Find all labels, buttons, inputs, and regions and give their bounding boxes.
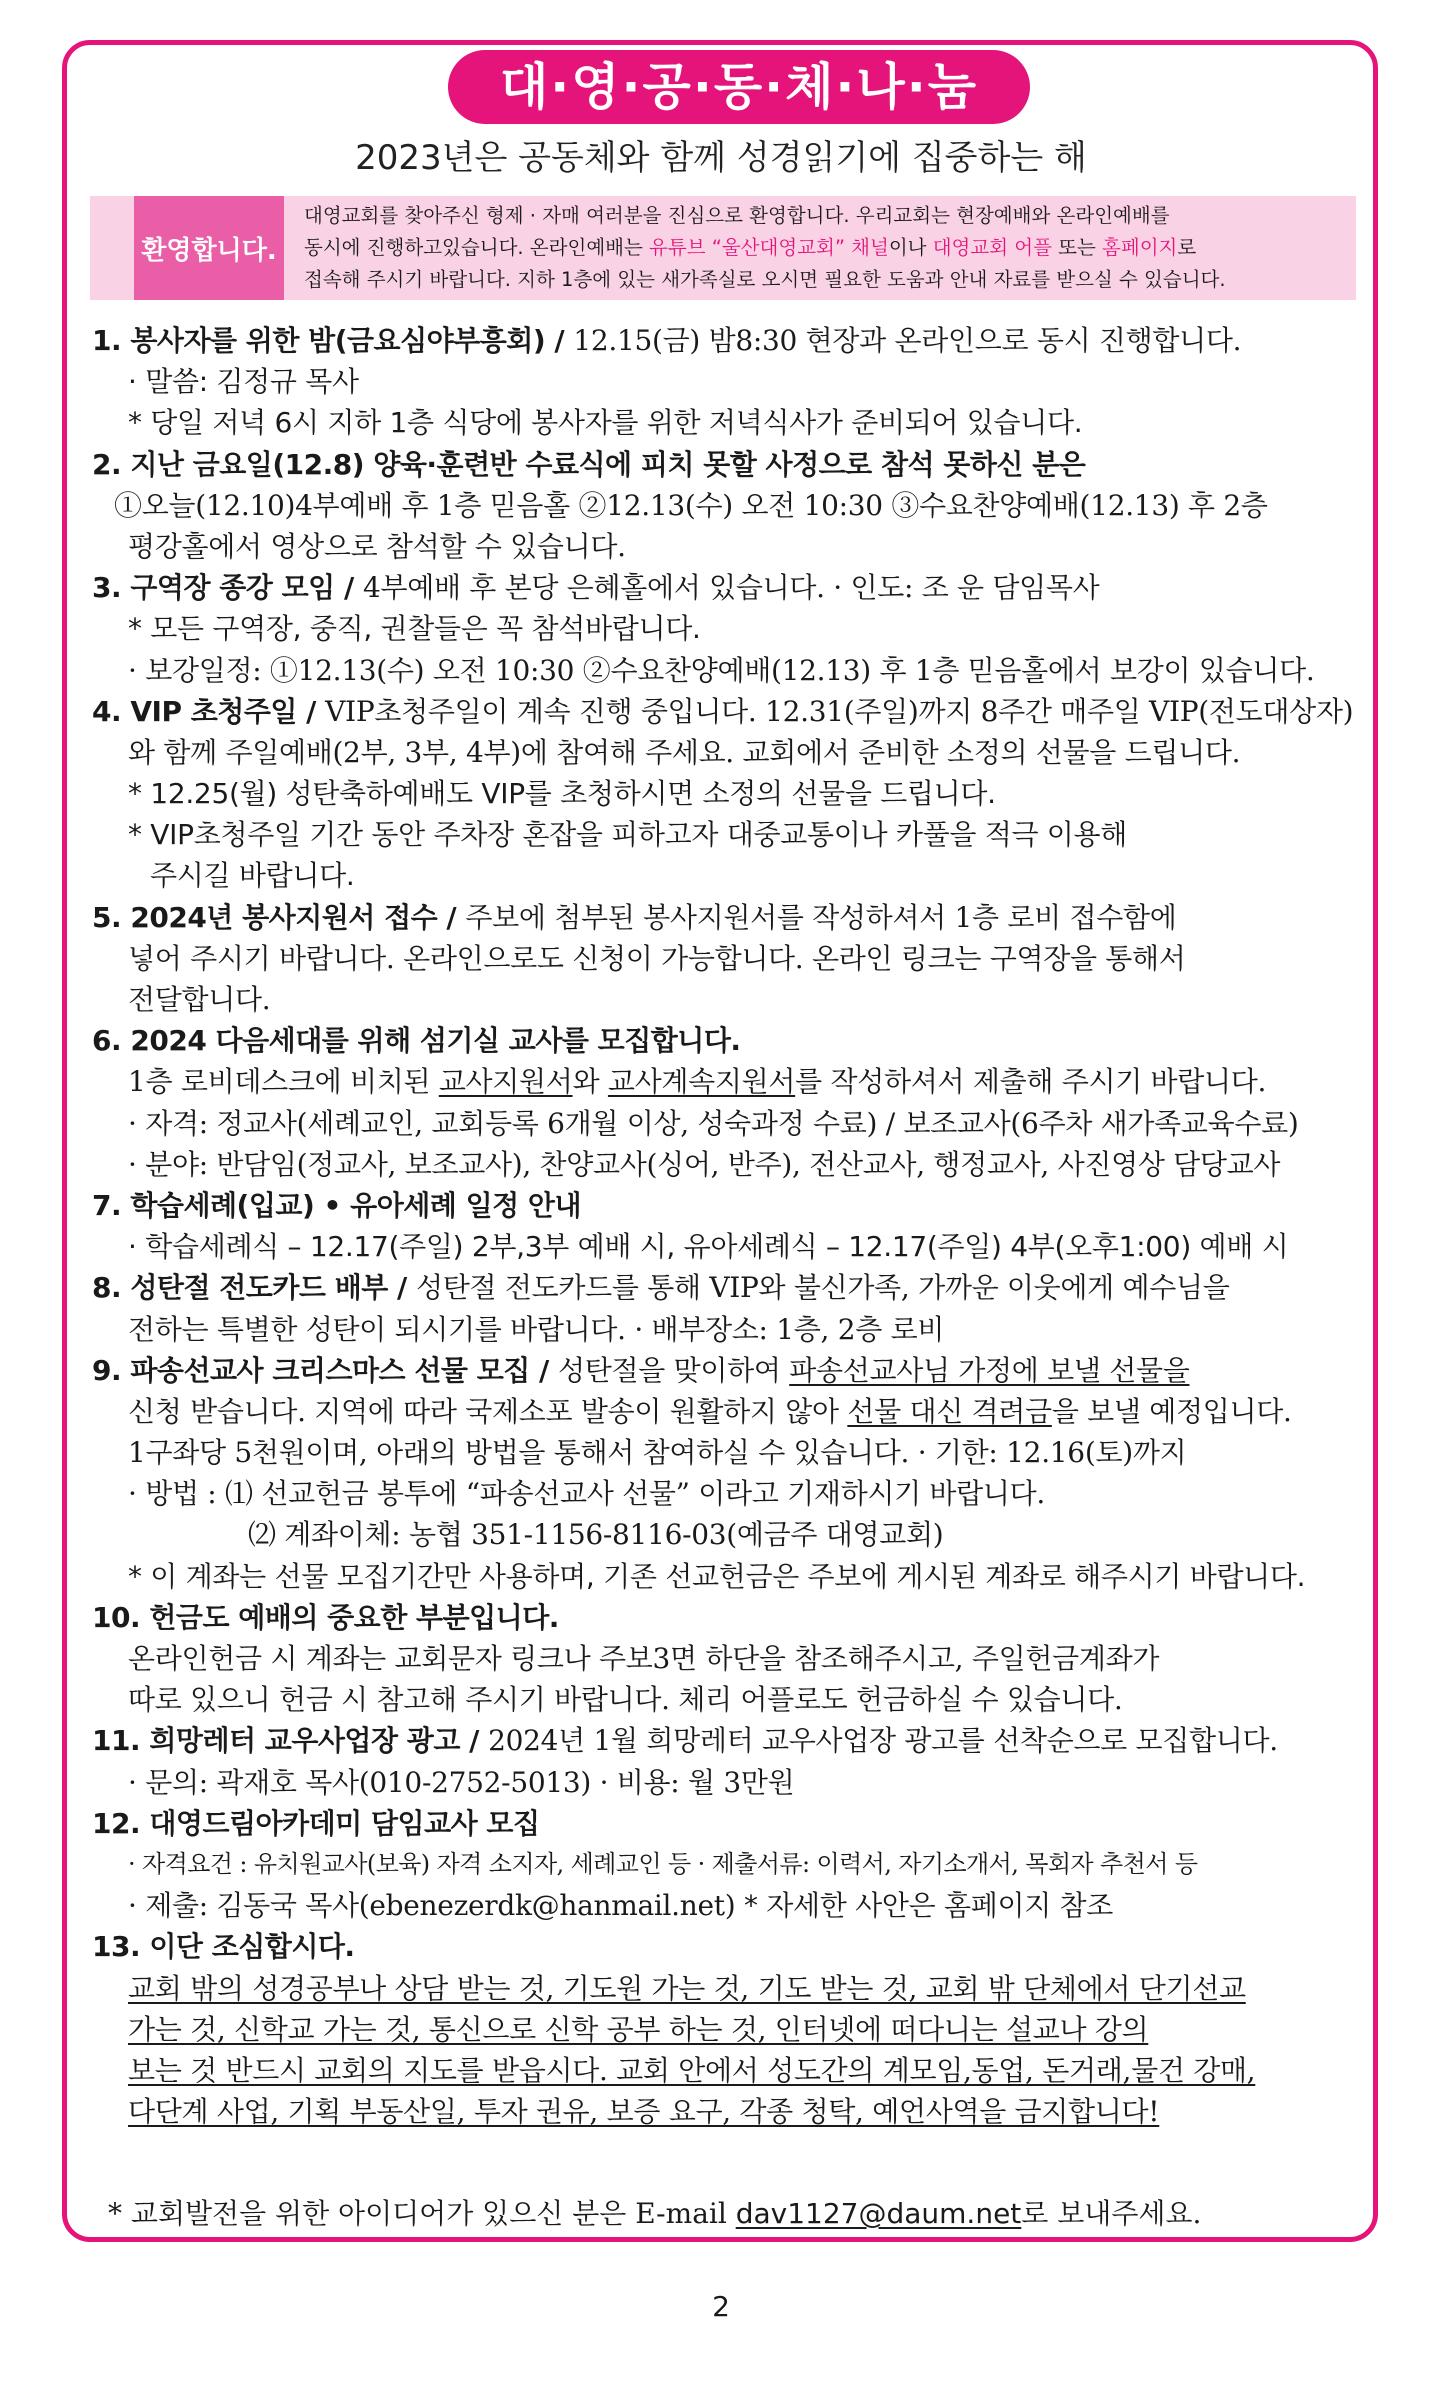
- footer-text: 로 보내주세요.: [1021, 2197, 1202, 2230]
- item-11-heading: [92, 1720, 1358, 1761]
- page-number: 2: [712, 2290, 730, 2323]
- item-heading: 8. 성탄절 전도카드 배부 /: [92, 1271, 417, 1305]
- item-2-schedule: ①오늘(12.10)4부예배 후 1층 믿음홀 ②12.13(수) 오전 10:30 ③수요찬양예배(12.13) 후 2층: [114, 488, 1268, 522]
- item-9-note: * 이 계좌는 선물 모집기간만 사용하며, 기존 선교헌금은 주보에 게시된 계좌로 해주시기 바랍니다.: [128, 1559, 1306, 1593]
- footer-text: * 교회발전을 위한 아이디어가 있으신 분은 E-mail: [108, 2197, 736, 2230]
- item-12-submission: [92, 1885, 1358, 1926]
- item-11-contact: · 문의: 곽재호 목사(010-2752-5013) · 비용: 월 3만원: [128, 1765, 795, 1799]
- encouragement-money-highlight: 선물 대신 격려금: [847, 1394, 1052, 1428]
- item-heading: 1. 봉사자를 위한 밤(금요심야부흥회) /: [92, 324, 574, 357]
- welcome-line-1: 대영교회를 찾아주신 형제 · 자매 여러분을 진심으로 환영합니다. 우리교회는 현장예배와 온라인예배를: [304, 204, 1170, 227]
- welcome-text-part: 이나: [888, 236, 933, 259]
- item-13-text-1: 교회 밖의 성경공부나 상담 받는 것, 기도원 가는 것, 기도 받는 것, 교회 밖 단체에서 단기선교: [128, 1971, 1246, 2005]
- page-title: 대·영·공·동·체·나·눔: [448, 50, 1030, 124]
- item-13-heading: 13. 이단 조심합시다.: [92, 1930, 355, 1964]
- item-2-schedule-cont: 평강홀에서 영상으로 참석할 수 있습니다.: [128, 529, 626, 563]
- item-heading: 11. 희망레터 교우사업장 광고 /: [92, 1724, 489, 1758]
- item-heading: 5. 2024년 봉사지원서 접수 /: [92, 900, 466, 934]
- item-heading: 4. VIP 초청주일 /: [92, 694, 326, 728]
- item-1-speaker: · 말씀: 김정규 목사: [128, 365, 359, 399]
- item-text: 1층 로비데스크에 비치된: [128, 1065, 439, 1099]
- item-text: 신청 받습니다. 지역에 따라 국제소포 발송이 원활하지 않아: [128, 1394, 848, 1428]
- item-text: 을 보낼 예정입니다.: [1051, 1394, 1292, 1428]
- homepage-highlight: 홈페이지: [1102, 236, 1178, 259]
- item-9-amount: 1구좌당 5천원이며, 아래의 방법을 통해서 참여하실 수 있습니다. · 기한: 12.16(토)까지: [128, 1436, 1187, 1470]
- item-4-note-2: * VIP초청주일 기간 동안 주차장 혼잡을 피하고자 대중교통이나 카풀을 적극 이용해: [128, 818, 1128, 852]
- item-5-text-cont: 넣어 주시기 바랍니다. 온라인으로도 신청이 가능합니다. 온라인 링크는 구역장을 통해서: [128, 941, 1186, 975]
- item-9-heading: [92, 1350, 1358, 1391]
- item-9-text-cont: [92, 1391, 1358, 1432]
- item-text: 주보에 첨부된 봉사지원서를 작성하셔서 1층 로비 접수함에: [465, 900, 1177, 934]
- gift-highlight: 파송선교사님 가정에 보낼 선물을: [789, 1353, 1190, 1387]
- item-6-fields: · 분야: 반담임(정교사, 보조교사), 찬양교사(싱어, 반주), 전산교사, 행정교사, 사진영상 담당교사: [128, 1147, 1281, 1181]
- item-note: * 자세한 사안은 홈페이지 참조: [743, 1889, 1114, 1923]
- page-subtitle: 2023년은 공동체와 함께 성경읽기에 집중하는 해: [355, 138, 1087, 178]
- item-text: 4부예배 후 본당 은혜홀에서 있습니다. · 인도: 조 운 담임목사: [362, 571, 1100, 605]
- item-13-text-2: 가는 것, 신학교 가는 것, 통신으로 신학 공부 하는 것, 인터넷에 떠다니는 설교나 강의: [128, 2012, 1149, 2046]
- welcome-text-part: 또는: [1051, 236, 1103, 259]
- item-7-heading: 7. 학습세례(입교) • 유아세례 일정 안내: [92, 1188, 582, 1222]
- item-8-text-cont: 전하는 특별한 성탄이 되시기를 바랍니다. · 배부장소: 1층, 2층 로비: [128, 1312, 945, 1346]
- item-text: 12.15(금) 밤8:30 현장과 온라인으로 동시 진행합니다.: [573, 324, 1242, 357]
- item-text: · 제출: 김동국 목사(ebenezerdk@hanmail.net): [128, 1889, 744, 1923]
- item-10-text: 온라인헌금 시 계좌는 교회문자 링크나 주보3면 하단을 참조해주시고, 주일헌금계좌가: [128, 1642, 1160, 1675]
- item-4-note-2-cont: 주시길 바랍니다.: [150, 859, 355, 893]
- item-3-makeup: · 보강일정: ①12.13(수) 오전 10:30 ②수요찬양예배(12.13) 후 1층 믿음홀에서 보강이 있습니다.: [128, 653, 1315, 687]
- item-text: VIP초청주일이 계속 진행 중입니다. 12.31(주일)까지 8주간 매주일 VIP(전도대상자): [325, 694, 1354, 728]
- item-heading: 9. 파송선교사 크리스마스 선물 모집 /: [92, 1353, 559, 1387]
- teacher-renewal-form: 교사계속지원서: [607, 1065, 796, 1099]
- item-12-heading: 12. 대영드림아카데미 담임교사 모집: [92, 1806, 540, 1840]
- item-text: 와: [572, 1065, 608, 1099]
- item-text: 를 작성하셔서 제출해 주시기 바랍니다.: [795, 1065, 1267, 1099]
- item-12-requirements: · 자격요건 : 유치원교사(보육) 자격 소지자, 세례교인 등 · 제출서류: 이력서, 자기소개서, 목회자 추천서 등: [128, 1849, 1198, 1878]
- item-9-method-2: ⑵ 계좌이체: 농협 351-1156-8116-03(예금주 대영교회): [248, 1518, 944, 1552]
- item-3-note: * 모든 구역장, 중직, 권찰들은 꼭 참석바랍니다.: [128, 612, 701, 646]
- welcome-line-3: 접속해 주시기 바랍니다. 지하 1층에 있는 새가족실로 오시면 필요한 도움과 안내 자료를 받으실 수 있습니다.: [304, 268, 1226, 291]
- announcement-list: [92, 320, 1358, 2132]
- teacher-application-form: 교사지원서: [438, 1065, 573, 1099]
- item-4-text-cont: 와 함께 주일예배(2부, 3부, 4부)에 참여해 주세요. 교회에서 준비한 소정의 선물을 드립니다.: [128, 735, 1241, 769]
- item-8-heading: [92, 1267, 1358, 1308]
- welcome-text-part: 동시에 진행하고있습니다. 온라인예배는: [304, 236, 650, 259]
- item-text: 성탄절 전도카드를 통해 VIP와 불신가족, 가까운 이웃에게 예수님을: [416, 1271, 1230, 1305]
- item-6-text: [92, 1061, 1358, 1102]
- app-highlight: 대영교회 어플: [932, 236, 1052, 259]
- item-text: 성탄절을 맞이하여: [558, 1353, 790, 1387]
- item-4-note-1: * 12.25(월) 성탄축하예배도 VIP를 초청하시면 소정의 선물을 드립니다.: [128, 777, 996, 811]
- welcome-label: 환영합니다.: [134, 196, 284, 300]
- welcome-line-2: [304, 232, 1350, 264]
- item-6-qualification: · 자격: 정교사(세례교인, 교회등록 6개월 이상, 성숙과정 수료) / 보조교사(6주차 새가족교육수료): [128, 1106, 1299, 1140]
- item-5-heading: [92, 897, 1358, 938]
- item-9-method-1: · 방법 : ⑴ 선교헌금 봉투에 “파송선교사 선물” 이라고 기재하시기 바랍니다.: [128, 1477, 1046, 1511]
- item-1-note: * 당일 저녁 6시 지하 1층 식당에 봉사자를 위한 저녁식사가 준비되어 있습니다.: [128, 406, 1083, 440]
- item-6-heading: 6. 2024 다음세대를 위해 섬기실 교사를 모집합니다.: [92, 1024, 741, 1058]
- item-10-heading: 10. 헌금도 예배의 중요한 부분입니다.: [92, 1600, 559, 1634]
- welcome-text-part: 로: [1177, 236, 1197, 259]
- item-4-heading: [92, 691, 1358, 732]
- item-5-text-cont-2: 전달합니다.: [128, 983, 271, 1016]
- item-13-text-4: 다단계 사업, 기획 부동산일, 투자 권유, 보증 요구, 각종 청탁, 예언사역을 금지합니다!: [128, 2095, 1160, 2129]
- item-13-text-3: 보는 것 반드시 교회의 지도를 받읍시다. 교회 안에서 성도간의 계모임,동업, 돈거래,물건 강매,: [128, 2053, 1256, 2087]
- item-text: 2024년 1월 희망레터 교우사업장 광고를 선착순으로 모집합니다.: [488, 1724, 1278, 1758]
- welcome-box: [90, 196, 1356, 300]
- footer-note: [108, 2192, 1201, 2232]
- welcome-text: [304, 200, 1350, 296]
- item-1-heading: [92, 320, 1358, 361]
- item-2-heading: 2. 지난 금요일(12.8) 양육·훈련반 수료식에 피치 못할 사정으로 참석 못하신 분은: [92, 447, 1086, 481]
- contact-email-link[interactable]: dav1127@daum.net: [735, 2197, 1022, 2230]
- item-7-schedule: · 학습세례식 – 12.17(주일) 2부,3부 예배 시, 유아세례식 – 12.17(주일) 4부(오후1:00) 예배 시: [128, 1230, 1289, 1264]
- item-3-heading: [92, 567, 1358, 608]
- item-heading: 3. 구역장 종강 모임 /: [92, 571, 363, 605]
- youtube-channel-highlight: 유튜브 “울산대영교회” 채널: [649, 236, 889, 259]
- item-10-text-cont: 따로 있으니 헌금 시 참고해 주시기 바랍니다. 체리 어플로도 헌금하실 수 있습니다.: [128, 1683, 1123, 1717]
